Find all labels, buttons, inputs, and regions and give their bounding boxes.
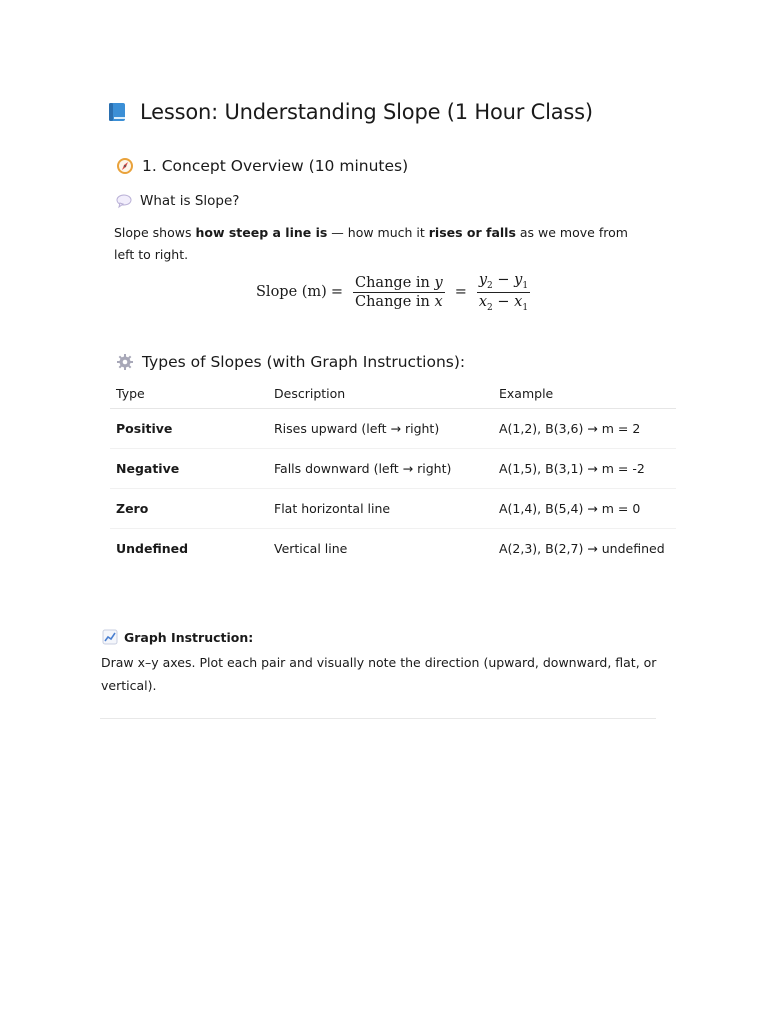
- definition-bold: how steep a line is: [195, 225, 328, 240]
- var: x: [478, 293, 488, 310]
- graph-instruction-label: Graph Instruction:: [124, 629, 254, 645]
- definition-text: Slope shows: [114, 225, 196, 240]
- chart-increasing-icon: [102, 629, 118, 645]
- subsection-heading: What is Slope?: [140, 193, 240, 209]
- formula-denominator: [477, 293, 530, 313]
- speech-bubble-icon: [116, 193, 132, 209]
- numerator-var: y: [434, 274, 443, 291]
- column-header-example: Example: [493, 378, 676, 409]
- graph-instruction-heading: [102, 629, 253, 645]
- gear-icon: [116, 353, 134, 371]
- table-header-row: [110, 378, 676, 409]
- definition-text: — how much it: [327, 225, 429, 240]
- slope-formula: [256, 272, 536, 313]
- cell-type: Zero: [110, 489, 268, 529]
- cell-description: Flat horizontal line: [268, 489, 493, 529]
- table-row: [110, 489, 676, 529]
- formula-denominator: [353, 293, 445, 310]
- formula-fraction-change: [353, 275, 445, 310]
- formula-equals: =: [330, 284, 343, 301]
- graph-instruction-text: Draw x–y axes. Plot each pair and visually note the direction (upward, downward, flat, or vertical).: [101, 655, 657, 693]
- divider: [100, 718, 656, 719]
- subscript: 1: [522, 302, 529, 313]
- slopes-table: [110, 378, 676, 568]
- formula-lhs: Slope (m): [256, 284, 327, 301]
- subscript: 2: [487, 302, 493, 313]
- definition-bold: rises or falls: [428, 225, 516, 240]
- slope-definition: [114, 222, 634, 266]
- cell-description: Falls downward (left → right): [268, 449, 493, 489]
- denominator-text: Change in: [355, 293, 435, 310]
- formula-fraction-points: [477, 272, 530, 313]
- table-row: [110, 529, 676, 569]
- formula-numerator: [477, 272, 530, 293]
- var: x: [514, 293, 523, 310]
- page-title: Lesson: Understanding Slope (1 Hour Class): [140, 100, 593, 124]
- cell-example: A(1,2), B(3,6) → m = 2: [493, 409, 676, 449]
- minus: −: [492, 293, 515, 310]
- section-heading: Types of Slopes (with Graph Instructions):: [142, 353, 466, 371]
- column-header-description: Description: [268, 378, 493, 409]
- section-concept-overview: [116, 157, 408, 175]
- denominator-var: x: [434, 293, 443, 310]
- subscript: 2: [487, 280, 493, 291]
- cell-example: A(1,5), B(3,1) → m = -2: [493, 449, 676, 489]
- section-heading: 1. Concept Overview (10 minutes): [142, 157, 409, 175]
- lesson-title: [106, 100, 593, 124]
- formula-equals: =: [454, 284, 467, 301]
- cell-type: Negative: [110, 449, 268, 489]
- cell-description: Rises upward (left → right): [268, 409, 493, 449]
- subsection-what-is-slope: [116, 193, 239, 209]
- var: y: [514, 272, 523, 288]
- cell-type: Undefined: [116, 541, 189, 556]
- subscript: 1: [522, 280, 529, 291]
- minus: −: [492, 272, 515, 288]
- cell-example: A(2,3), B(2,7) → undefined: [499, 541, 665, 556]
- compass-icon: [116, 157, 134, 175]
- formula-numerator: [353, 275, 445, 293]
- cell-type: Positive: [110, 409, 268, 449]
- table-row: [110, 409, 676, 449]
- table-row: [110, 449, 676, 489]
- blue-book-icon: [106, 101, 128, 123]
- column-header-type: Type: [110, 378, 268, 409]
- cell-description: Vertical line: [274, 541, 348, 556]
- var: y: [478, 272, 488, 288]
- definition-text: as we move from left to right.: [114, 225, 628, 262]
- numerator-text: Change in: [355, 274, 435, 291]
- section-types-of-slopes: [116, 353, 465, 371]
- cell-example: A(1,4), B(5,4) → m = 0: [493, 489, 676, 529]
